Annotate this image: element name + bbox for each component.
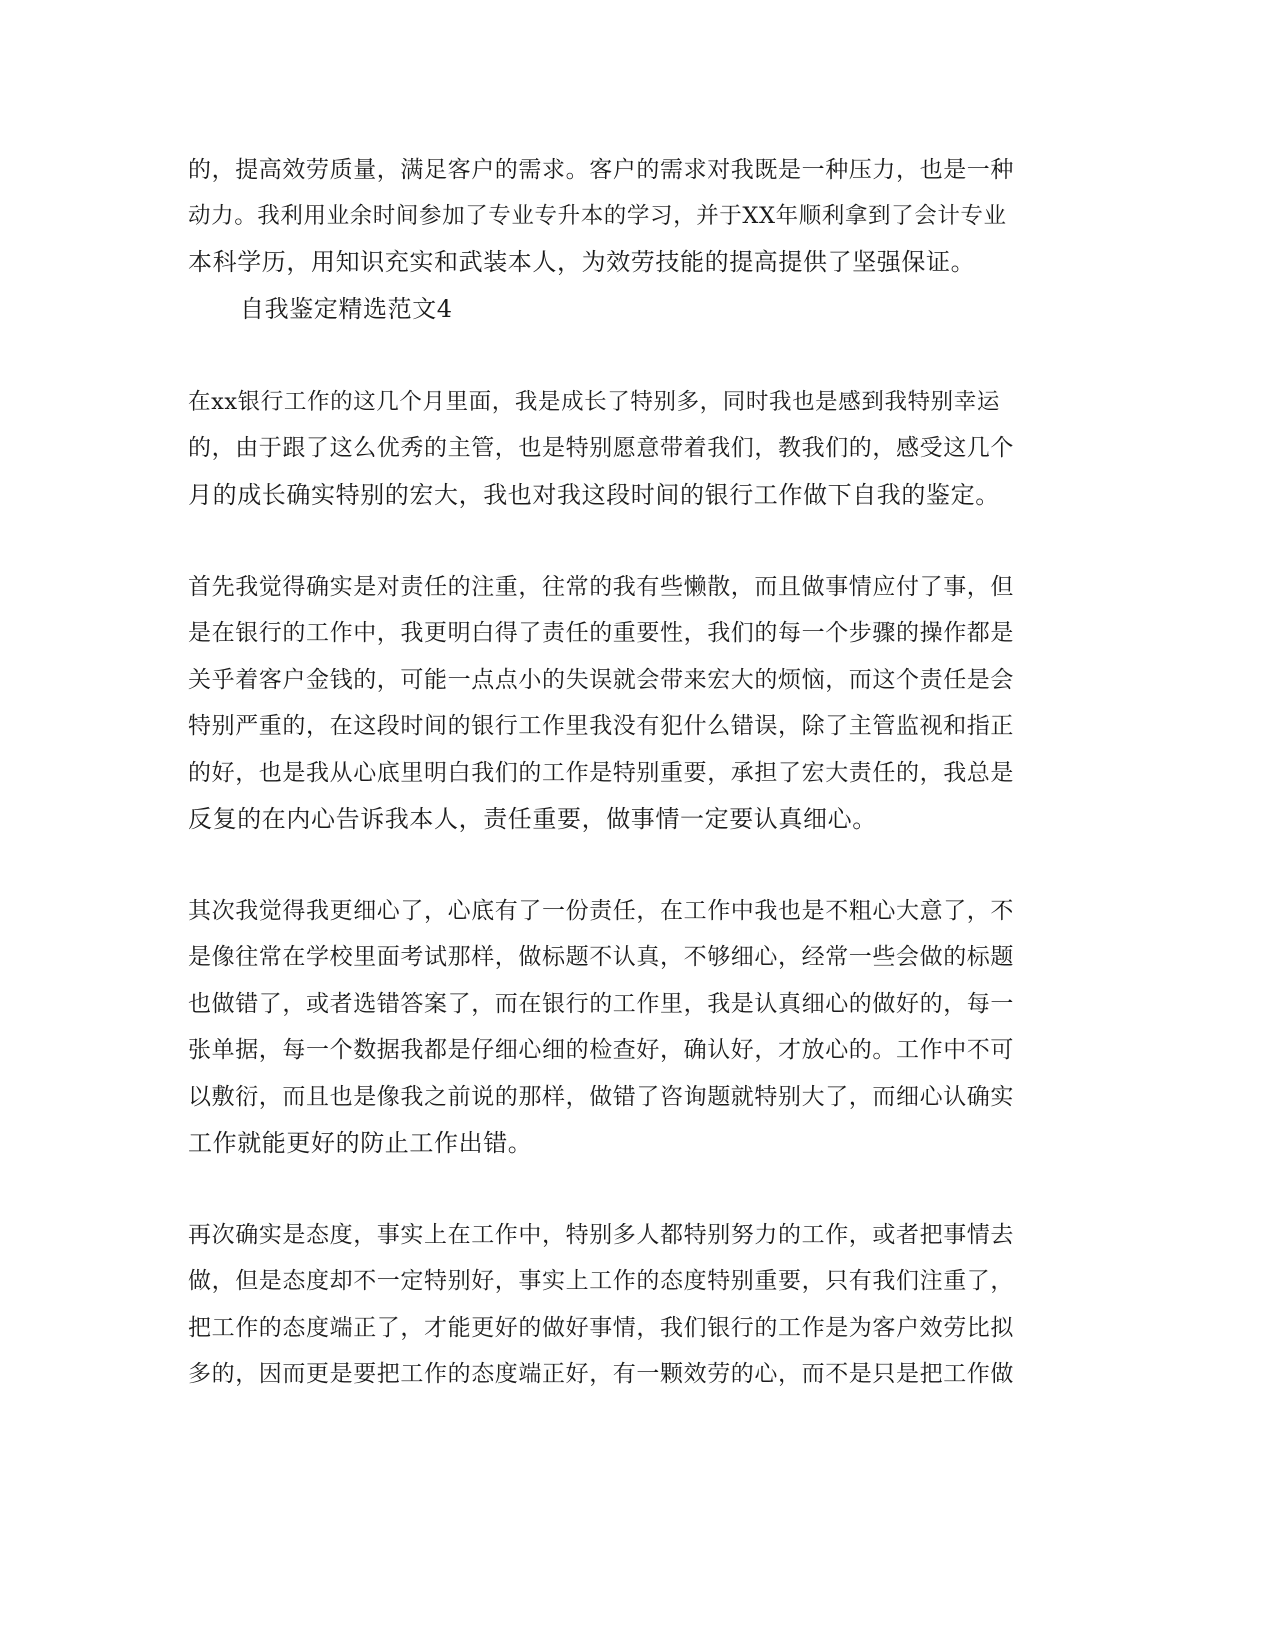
paragraph-line: 本科学历，用知识充实和武装本人，为效劳技能的提高提供了坚强保证。 bbox=[188, 248, 976, 276]
paragraph-line: 在xx银行工作的这几个月里面，我是成长了特别多，同时我也是感到我特别幸运 bbox=[188, 389, 1000, 415]
paragraph-line: 张单据，每一个数据我都是仔细心细的检查好，确认好，才放心的。工作中不可 bbox=[188, 1037, 1014, 1063]
paragraph-line: 是在银行的工作中，我更明白得了责任的重要性，我们的每一个步骤的操作都是 bbox=[188, 620, 1014, 646]
paragraph-line: 的，由于跟了这么优秀的主管，也是特别愿意带着我们，教我们的，感受这几个 bbox=[188, 435, 1014, 461]
paragraph-line: 以敷衍，而且也是像我之前说的那样，做错了咨询题就特别大了，而细心认确实 bbox=[188, 1084, 1014, 1110]
paragraph-line: 的好，也是我从心底里明白我们的工作是特别重要，承担了宏大责任的，我总是 bbox=[188, 760, 1014, 786]
paragraph-line: 工作就能更好的防止工作出错。 bbox=[188, 1129, 533, 1157]
paragraph-line: 其次我觉得我更细心了，心底有了一份责任，在工作中我也是不粗心大意了，不 bbox=[188, 898, 1014, 924]
paragraph-line: 关乎着客户金钱的，可能一点点小的失误就会带来宏大的烦恼，而这个责任是会 bbox=[188, 667, 1014, 693]
paragraph-line: 做，但是态度却不一定特别好，事实上工作的态度特别重要，只有我们注重了， bbox=[188, 1268, 1014, 1294]
paragraph-line: 也做错了，或者选错答案了，而在银行的工作里，我是认真细心的做好的，每一 bbox=[188, 991, 1014, 1017]
paragraph-line: 动力。我利用业余时间参加了专业专升本的学习，并于XX年顺利拿到了会计专业 bbox=[188, 203, 1007, 229]
paragraph-line: 多的，因而更是要把工作的态度端正好，有一颗效劳的心，而不是只是把工作做 bbox=[188, 1361, 1014, 1387]
paragraph-line: 月的成长确实特别的宏大，我也对我这段时间的银行工作做下自我的鉴定。 bbox=[188, 481, 1000, 509]
paragraph-line: 的，提高效劳质量，满足客户的需求。客户的需求对我既是一种压力，也是一种 bbox=[188, 157, 1014, 183]
paragraph-line: 首先我觉得确实是对责任的注重，往常的我有些懒散，而且做事情应付了事，但 bbox=[188, 574, 1014, 600]
section-heading: 自我鉴定精选范文4 bbox=[240, 295, 453, 323]
paragraph-line: 是像往常在学校里面考试那样，做标题不认真，不够细心，经常一些会做的标题 bbox=[188, 944, 1014, 970]
paragraph-line: 特别严重的，在这段时间的银行工作里我没有犯什么错误，除了主管监视和指正 bbox=[188, 713, 1014, 739]
paragraph-line: 反复的在内心告诉我本人，责任重要，做事情一定要认真细心。 bbox=[188, 805, 877, 833]
paragraph-line: 把工作的态度端正了，才能更好的做好事情，我们银行的工作是为客户效劳比拟 bbox=[188, 1315, 1014, 1341]
paragraph-line: 再次确实是态度，事实上在工作中，特别多人都特别努力的工作，或者把事情去 bbox=[188, 1222, 1014, 1248]
